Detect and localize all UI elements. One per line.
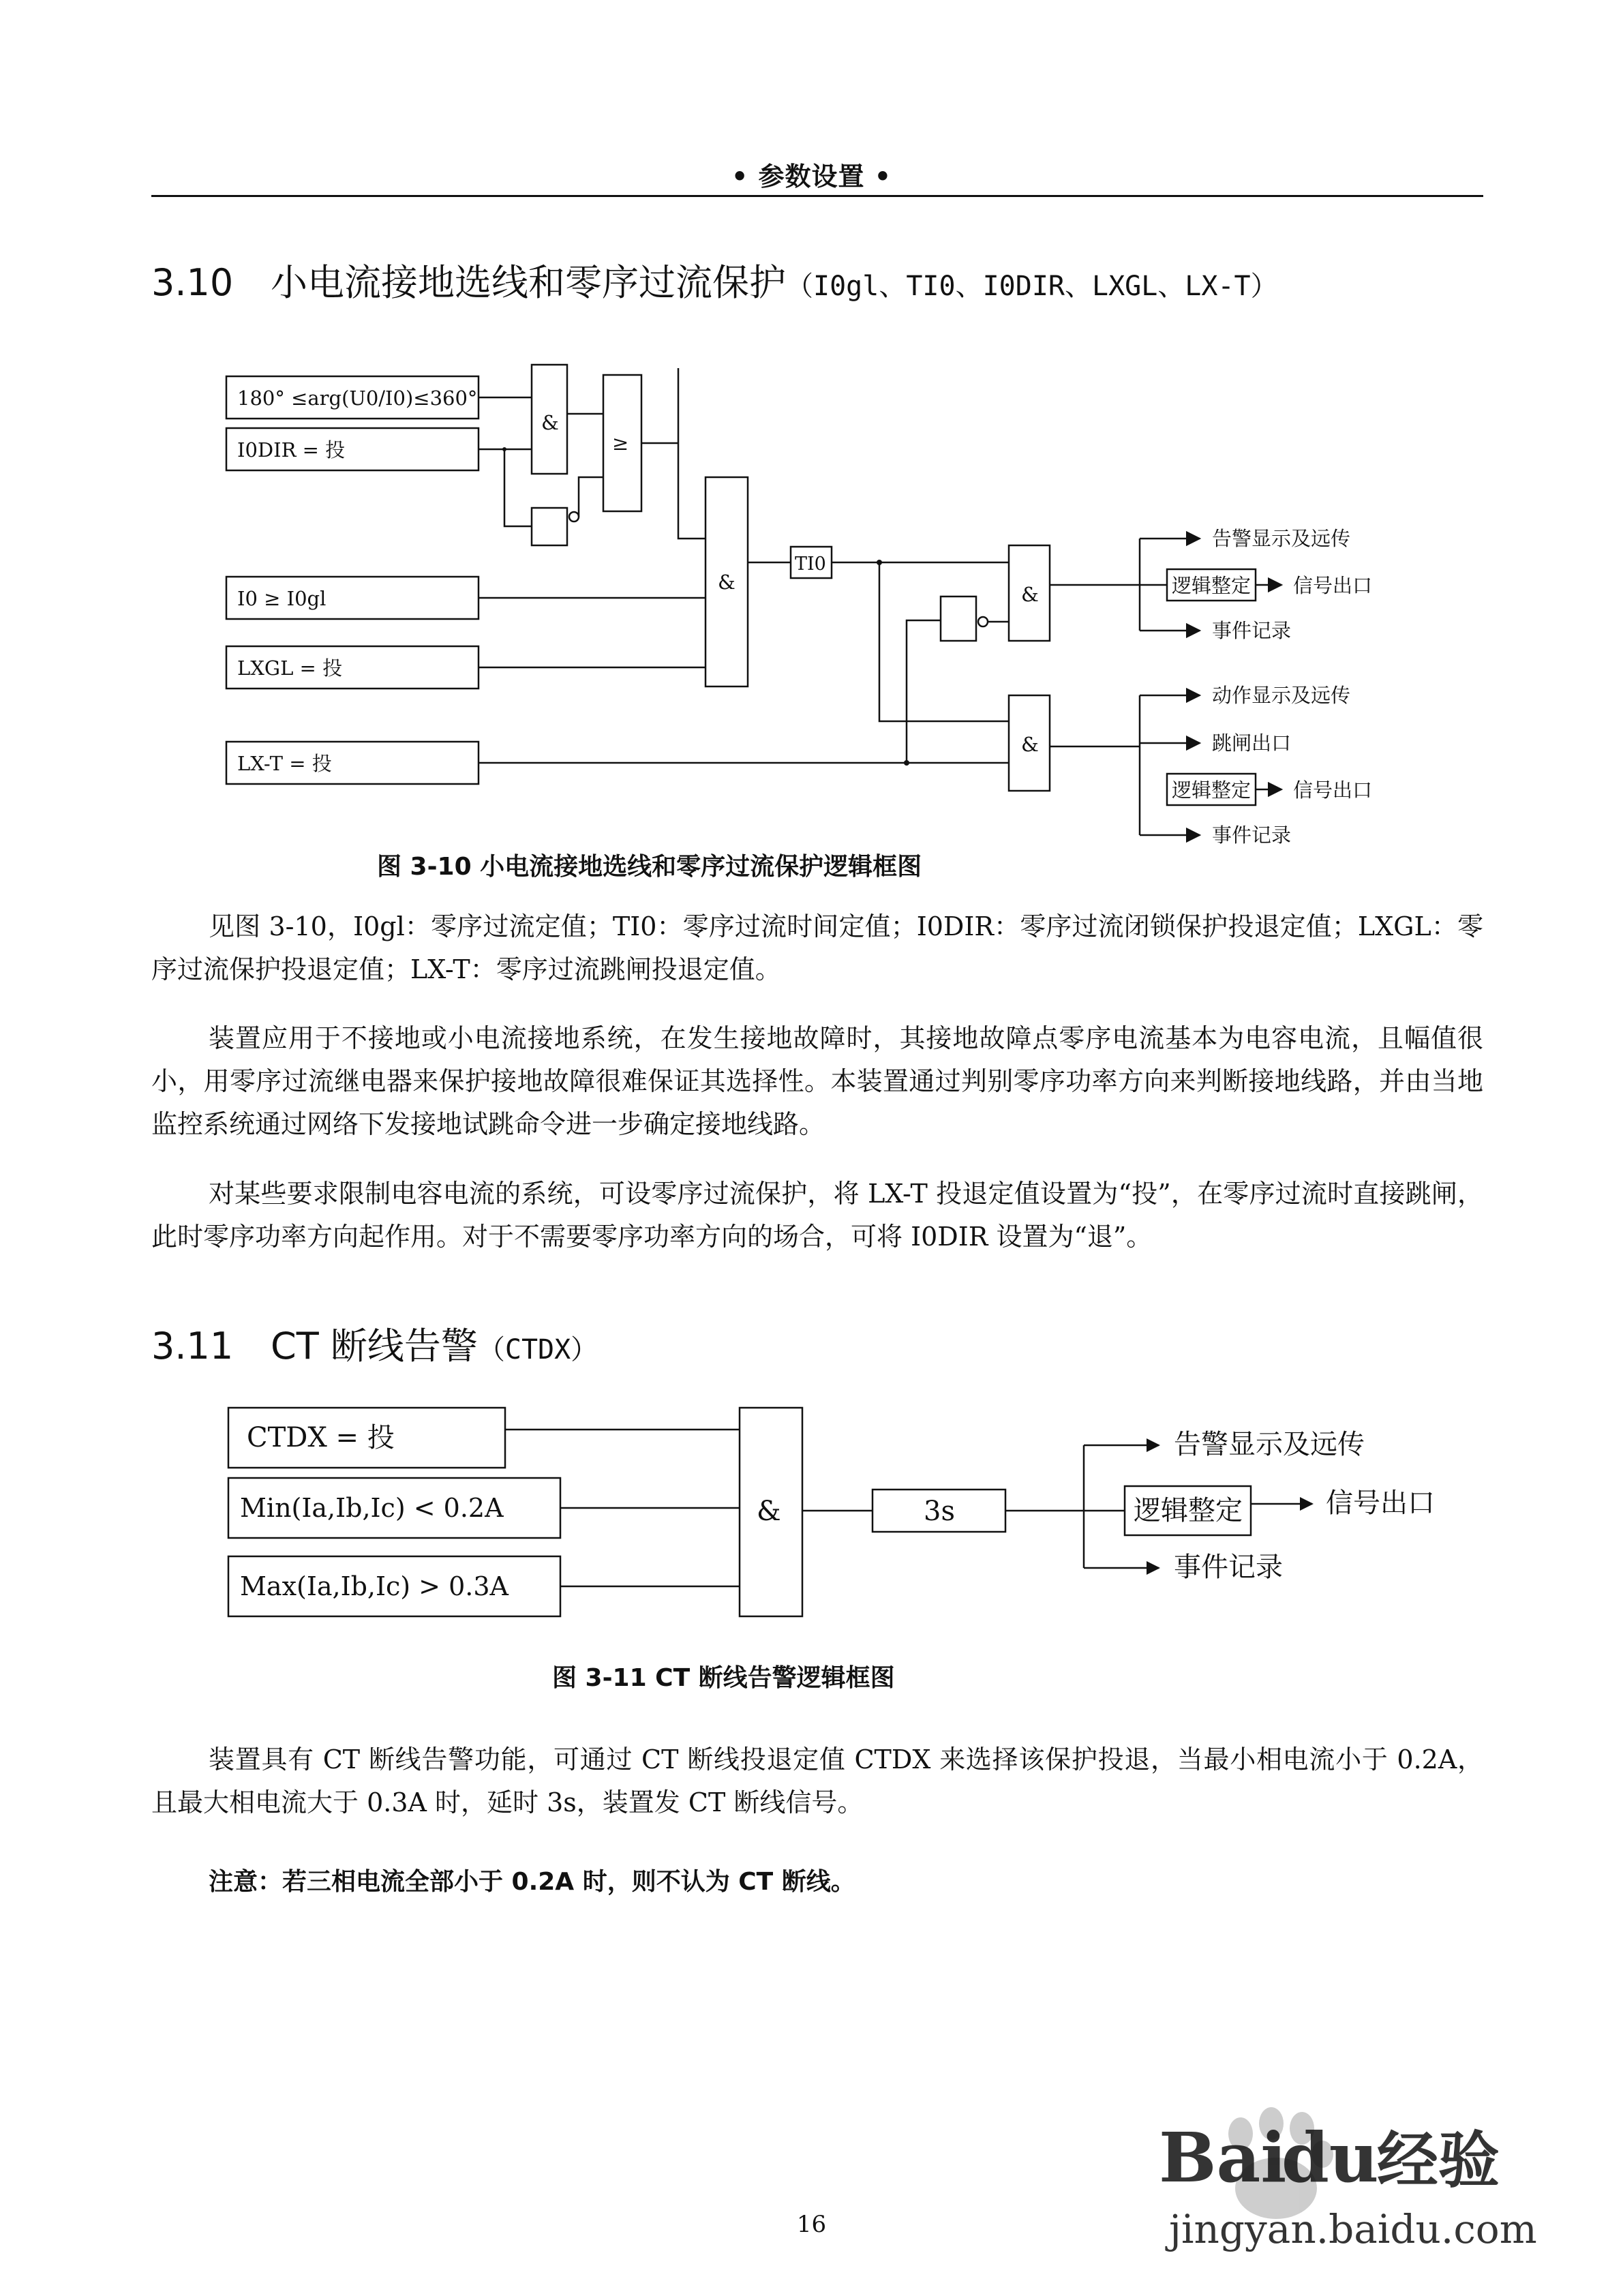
wire bbox=[907, 620, 941, 763]
timer-3s-label: 3s bbox=[924, 1496, 955, 1527]
input-max-label: Max(Ia,Ib,Ic) > 0.3A bbox=[240, 1571, 509, 1601]
baidu-jingyan-watermark bbox=[1159, 2086, 1541, 2291]
not-bubble-2 bbox=[978, 617, 988, 626]
wire bbox=[879, 562, 1009, 721]
and-gate-1-symbol: & bbox=[541, 411, 559, 434]
input-min-label: Min(Ia,Ib,Ic) < 0.2A bbox=[240, 1493, 504, 1523]
watermark-brand: Bai bbox=[1159, 2117, 1287, 2198]
paragraph: 见图 3-10，I0gl：零序过流定值；TI0：零序过流时间定值；I0DIR：零序过流闭锁保护投退定值；LXGL：零序过流保护投退定值；LX-T：零序过流跳闸投退定值。 bbox=[151, 911, 1483, 984]
not-gate-2 bbox=[941, 596, 976, 641]
wire bbox=[579, 477, 603, 517]
out-signal-label-top: 信号出口 bbox=[1293, 574, 1373, 597]
watermark-brand2: du bbox=[1281, 2117, 1379, 2198]
out-logic-label-top: 逻辑整定 bbox=[1172, 574, 1252, 597]
timer-ti0-label: TI0 bbox=[795, 554, 826, 575]
section-number: 3.11 bbox=[151, 1325, 234, 1368]
input-i0dir-label: I0DIR = 投 bbox=[237, 438, 346, 462]
or-gate-symbol: ≥ bbox=[612, 432, 629, 455]
section-subtitle: （I0gl、TI0、I0DIR、LXGL、LX-T） bbox=[786, 271, 1278, 302]
wire bbox=[678, 368, 706, 539]
input-lxgl-label: LXGL = 投 bbox=[237, 656, 343, 680]
paragraph: 装置具有 CT 断线告警功能，可通过 CT 断线投退定值 CTDX 来选择该保护投退，当最小相电流小于 0.2A，且最大相电流大于 0.3A 时，延时 3s，装置发 CT 断线信号。 bbox=[151, 1744, 1483, 1817]
input-angle-label: 180° ≤arg(U0/I0)≤360° bbox=[237, 387, 478, 410]
out-signal-ct-label: 信号出口 bbox=[1326, 1487, 1435, 1519]
section-3-11-heading bbox=[151, 1317, 598, 1370]
out-event-label-top: 事件记录 bbox=[1212, 619, 1292, 642]
out-alarm-ct-label: 告警显示及远传 bbox=[1174, 1429, 1365, 1460]
and-gate-main-symbol: & bbox=[718, 571, 735, 594]
and-gate-bottom-symbol: & bbox=[1021, 733, 1039, 756]
figure-3-11-caption: 图 3-11 CT 断线告警逻辑框图 bbox=[552, 1664, 895, 1692]
not-bubble-1 bbox=[569, 512, 579, 522]
out-alarm-label: 告警显示及远传 bbox=[1212, 527, 1351, 550]
section-title: 小电流接地选线和零序过流保护 bbox=[271, 261, 786, 304]
section-title: CT 断线告警 bbox=[271, 1325, 478, 1368]
input-ctdx-label: CTDX = 投 bbox=[247, 1422, 395, 1453]
note-text: 注意：若三相电流全部小于 0.2A 时，则不认为 CT 断线。 bbox=[209, 1868, 855, 1896]
input-i0-label: I0 ≥ I0gl bbox=[237, 587, 327, 610]
page-header-title: • 参数设置 • bbox=[731, 162, 892, 192]
not-gate-1 bbox=[532, 508, 567, 545]
out-logic-ct-label: 逻辑整定 bbox=[1134, 1495, 1243, 1526]
figure-3-10-diagram bbox=[0, 0, 1623, 873]
and-gate-ctdx-symbol: & bbox=[757, 1496, 781, 1527]
figure-3-11-diagram bbox=[0, 1363, 1623, 1650]
page-number: 16 bbox=[796, 2211, 827, 2238]
input-lxt-label: LX-T = 投 bbox=[237, 752, 332, 775]
and-gate-top-symbol: & bbox=[1021, 583, 1039, 606]
watermark-url: jingyan.baidu.com bbox=[1169, 2206, 1537, 2252]
section-number: 3.10 bbox=[151, 261, 234, 304]
out-logic-label-bottom: 逻辑整定 bbox=[1172, 779, 1252, 802]
paragraph: 装置应用于不接地或小电流接地系统，在发生接地故障时，其接地故障点零序电流基本为电容电流，且幅值很小，用零序过流继电器来保护接地故障很难保证其选择性。本装置通过判别零序功率方向来判断接地线路，并由当地监控系统通过网络下发接地试跳命令进一步确定接地线路。 bbox=[151, 1023, 1483, 1139]
out-trip-label: 跳闸出口 bbox=[1212, 731, 1292, 755]
out-signal-label-bottom: 信号出口 bbox=[1293, 779, 1373, 802]
figure-3-10-caption: 图 3-10 小电流接地选线和零序过流保护逻辑框图 bbox=[377, 853, 922, 881]
section-subtitle: （CTDX） bbox=[477, 1334, 598, 1365]
out-event-label-bottom: 事件记录 bbox=[1212, 824, 1292, 847]
out-event-ct-label: 事件记录 bbox=[1174, 1552, 1283, 1583]
paragraph: 对某些要求限制电容电流的系统，可设零序过流保护，将 LX-T 投退定值设置为“投”，在零序过流时直接跳闸，此时零序功率方向起作用。对于不需要零序功率方向的场合，可将 I0DIR 设置为“退”。 bbox=[151, 1179, 1483, 1252]
out-action-label: 动作显示及远传 bbox=[1212, 684, 1351, 707]
wire bbox=[504, 449, 532, 526]
watermark-product: 经验 bbox=[1377, 2124, 1500, 2196]
